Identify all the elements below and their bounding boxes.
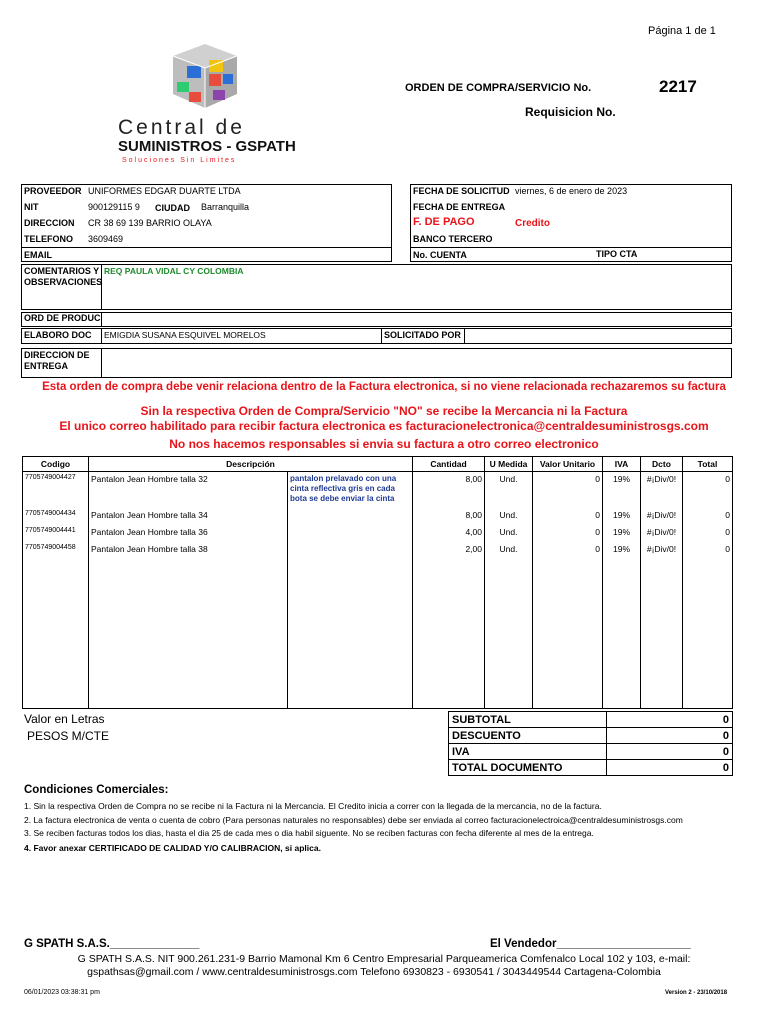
col-codigo: Codigo <box>23 457 89 472</box>
divider <box>21 247 392 248</box>
cell-iva: 19% <box>603 472 641 489</box>
ord-produc-label: ORD DE PRODUC <box>24 313 101 323</box>
elaboro-value: EMIGDIA SUSANA ESQUIVEL MORELOS <box>104 330 266 340</box>
cell-cantidad: 4,00 <box>413 525 485 542</box>
cell-dcto: #¡Div/0! <box>641 525 683 542</box>
fecha-entrega-label: FECHA DE ENTREGA <box>413 202 506 212</box>
cell-valor: 0 <box>533 472 603 489</box>
cell-codigo: 7705749004434 <box>23 508 89 525</box>
cell-umedida: Und. <box>485 542 533 559</box>
version: Version 2 - 23/10/2018 <box>665 990 728 996</box>
notice-4: No nos hacemos responsables si envia su factura a otro correo electronico <box>169 437 599 451</box>
cell-cantidad: 8,00 <box>413 472 485 489</box>
condition-2: 2. La factura electronica de venta o cuenta de cobro (Para personas naturales no responsables) debe ser enviada al correo facturacionelectroica@centraldesuministrosgs.com <box>24 815 683 825</box>
subtotal-value: 0 <box>607 712 733 728</box>
divider <box>410 247 732 248</box>
cell-descripcion: Pantalon Jean Hombre talla 38 <box>89 542 288 559</box>
divider <box>101 348 102 378</box>
ciudad-value: Barranquilla <box>201 202 250 212</box>
cell-descripcion: Pantalon Jean Hombre talla 36 <box>89 525 288 542</box>
footer-line1: G SPATH S.A.S. NIT 900.261.231-9 Barrio Mamonal Km 6 Centro Empresarial Parqueamerica Comfenalco Local 102 y 103, e-mail: <box>77 953 691 965</box>
cell-dcto: #¡Div/0! <box>641 472 683 489</box>
pago-value: Credito <box>515 218 550 229</box>
proveedor-label: PROVEEDOR <box>24 186 82 196</box>
cell-umedida: Und. <box>485 472 533 489</box>
col-total: Total <box>683 457 733 472</box>
observation-note: pantalon prelavado con una cinta reflectiva gris en cada bota se debe enviar la cinta <box>290 474 397 503</box>
table-row <box>23 508 733 525</box>
col-cantidad: Cantidad <box>413 457 485 472</box>
totals-row <box>449 760 733 776</box>
table-row <box>23 472 733 489</box>
cell-codigo: 7705749004427 <box>23 472 89 489</box>
col-dcto: Dcto <box>641 457 683 472</box>
divider <box>464 328 465 344</box>
tipo-cta-label: TIPO CTA <box>596 249 638 259</box>
comments-label: COMENTARIOS Y OBSERVACIONES <box>24 266 103 287</box>
total-value: 0 <box>607 760 733 776</box>
iva-value: 0 <box>607 744 733 760</box>
ciudad-label: CIUDAD <box>155 203 190 213</box>
signature-vendor: El Vendedor_____________________ <box>490 938 691 950</box>
solicitado-label: SOLICITADO POR <box>384 330 461 340</box>
order-title: ORDEN DE COMPRA/SERVICIO No. <box>405 82 592 94</box>
cell-valor: 0 <box>533 542 603 559</box>
cell-iva: 19% <box>603 542 641 559</box>
condition-1: 1. Sin la respectiva Orden de Compra no se recibe ni la Factura ni la Mercancia. El Credito inicia a correr con la llegada de la mercancia, no de la factura. <box>24 801 602 811</box>
cell-umedida: Und. <box>485 525 533 542</box>
valor-letras-value: PESOS M/CTE <box>27 729 110 743</box>
signature-company: G SPATH S.A.S.______________ <box>24 938 200 950</box>
iva-label: IVA <box>449 744 607 760</box>
proveedor-value: UNIFORMES EDGAR DUARTE LTDA <box>88 186 241 196</box>
notice-2: Sin la respectiva Orden de Compra/Servicio "NO" se recibe la Mercancia ni la Factura <box>140 404 628 418</box>
table-row <box>23 525 733 542</box>
cell-codigo: 7705749004441 <box>23 525 89 542</box>
direccion-value: CR 38 69 139 BARRIO OLAYA <box>88 218 212 228</box>
cell-descripcion: Pantalon Jean Hombre talla 34 <box>89 508 288 525</box>
cell-iva: 19% <box>603 508 641 525</box>
comments-value: REQ PAULA VIDAL CY COLOMBIA <box>104 266 244 276</box>
cell-total: 0 <box>683 472 733 489</box>
notice-3: El unico correo habilitado para recibir factura electronica es facturacionelectronica@centraldesuministrosgs.com <box>59 419 709 433</box>
cuenta-label: No. CUENTA <box>413 250 467 260</box>
page-number: Página 1 de 1 <box>648 25 716 37</box>
logo-cube-icon <box>165 42 245 110</box>
cell-cantidad: 8,00 <box>413 508 485 525</box>
divider <box>101 312 102 327</box>
footer-line2: gspathsas@gmail.com / www.centraldesuministrosgs.com Telefono 6930823 - 6930541 / 3043449544 Cartagena-Colombia <box>87 966 661 978</box>
logo-line1: Central de <box>118 116 245 139</box>
total-label: TOTAL DOCUMENTO <box>449 760 607 776</box>
elaboro-label: ELABORO DOC <box>24 330 92 340</box>
requisition-label: Requisicion No. <box>525 105 616 119</box>
divider <box>101 328 102 344</box>
col-iva: IVA <box>603 457 641 472</box>
logo-line2: SUMINISTROS - GSPATH <box>118 138 296 155</box>
divider <box>101 264 102 310</box>
cell-valor: 0 <box>533 508 603 525</box>
cell-umedida: Und. <box>485 508 533 525</box>
cell-total: 0 <box>683 525 733 542</box>
totals-row <box>449 728 733 744</box>
condition-4: 4. Favor anexar CERTIFICADO DE CALIDAD Y/O CALIBRACION, si aplica. <box>24 843 321 853</box>
cell-cantidad: 2,00 <box>413 542 485 559</box>
cell-valor: 0 <box>533 525 603 542</box>
ord-produc-box <box>21 312 732 327</box>
items-table <box>22 456 733 709</box>
totals-row <box>449 744 733 760</box>
fecha-solicitud-label: FECHA DE SOLICITUD <box>413 186 510 196</box>
col-valor-unitario: Valor Unitario <box>533 457 603 472</box>
divider <box>381 328 382 344</box>
conditions-title: Condiciones Comerciales: <box>24 784 169 796</box>
cell-total: 0 <box>683 542 733 559</box>
direccion-entrega-box <box>21 348 732 378</box>
cell-total: 0 <box>683 508 733 525</box>
totals-table <box>448 711 733 776</box>
descuento-value: 0 <box>607 728 733 744</box>
table-header-row <box>23 457 733 472</box>
banco-label: BANCO TERCERO <box>413 234 493 244</box>
direccion-entrega-label: DIRECCION DE ENTREGA <box>24 350 90 371</box>
order-number: 2217 <box>659 77 697 96</box>
telefono-value: 3609469 <box>88 234 124 244</box>
timestamp: 06/01/2023 03:38:31 pm <box>24 989 100 996</box>
logo-tagline: Soluciones Sin Limites <box>122 157 237 164</box>
cell-dcto: #¡Div/0! <box>641 508 683 525</box>
col-descripcion: Descripción <box>89 457 413 472</box>
totals-row <box>449 712 733 728</box>
cell-codigo: 7705749004458 <box>23 542 89 559</box>
subtotal-label: SUBTOTAL <box>449 712 607 728</box>
cell-dcto: #¡Div/0! <box>641 542 683 559</box>
valor-letras-label: Valor en Letras <box>24 712 105 726</box>
cell-descripcion: Pantalon Jean Hombre talla 32 <box>89 472 288 489</box>
condition-3: 3. Se reciben facturas todos los dias, hasta el dia 25 de cada mes o dia habil siguente. No se reciben facturas con fecha diferente al mes de la entrega. <box>24 828 594 838</box>
col-umedida: U Medida <box>485 457 533 472</box>
direccion-label: DIRECCION <box>24 218 75 228</box>
nit-label: NIT <box>24 202 39 212</box>
descuento-label: DESCUENTO <box>449 728 607 744</box>
pago-label: F. DE PAGO <box>413 216 475 228</box>
email-label: EMAIL <box>24 250 52 260</box>
telefono-label: TELEFONO <box>24 234 73 244</box>
fecha-solicitud-value: viernes, 6 de enero de 2023 <box>515 186 628 196</box>
nit-value: 900129115 9 <box>88 202 140 212</box>
cell-iva: 19% <box>603 525 641 542</box>
table-row <box>23 542 733 559</box>
notice-1: Esta orden de compra debe venir relaciona dentro de la Factura electronica, si no viene relacionada rechazaremos su factura <box>42 381 726 393</box>
